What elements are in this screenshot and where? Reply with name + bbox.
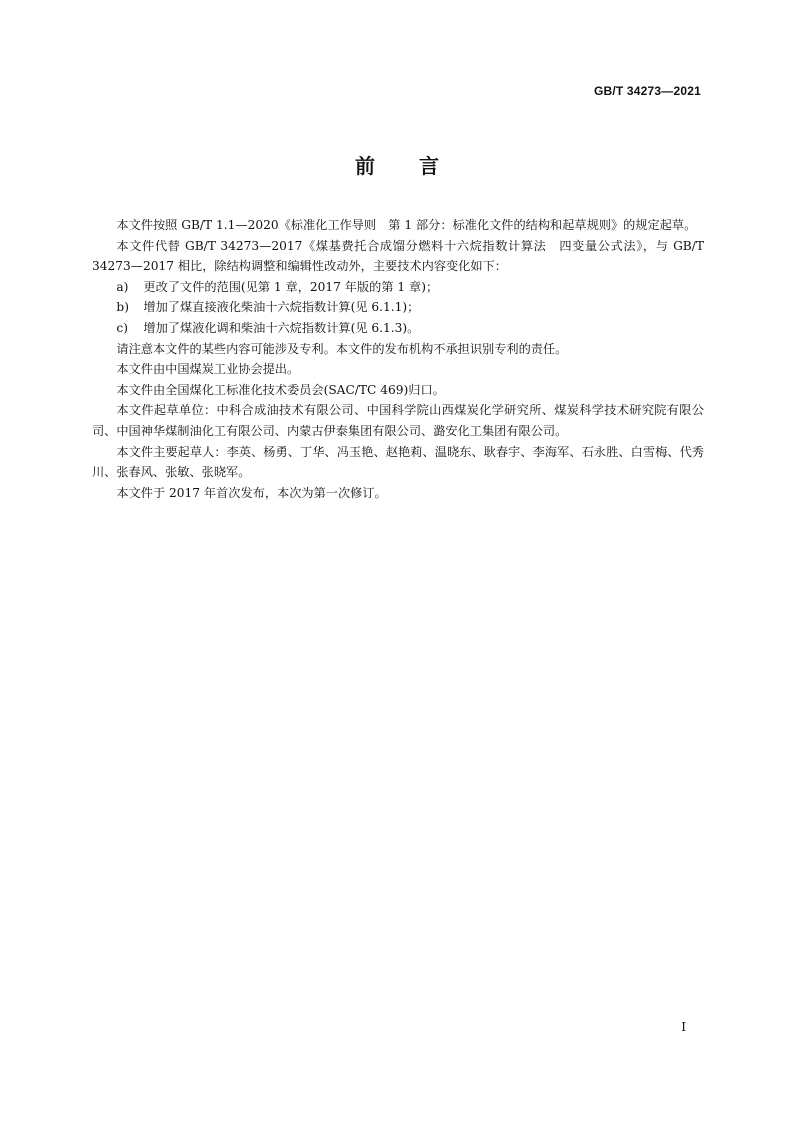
title-char-2: 言 (419, 154, 439, 178)
paragraph-committee: 本文件由全国煤化工标准化技术委员会(SAC/TC 469)归口。 (116, 382, 445, 397)
list-item-text: 增加了煤直接液化柴油十六烷指数计算(见 6.1.1)； (143, 300, 420, 315)
page-title (0, 150, 794, 179)
list-marker: b) (116, 300, 129, 315)
standard-code: GB/T 34273—2021 (593, 84, 701, 98)
foreword-body (92, 215, 704, 503)
list-item-text: 增加了煤液化调和柴油十六烷指数计算(见 6.1.3)。 (143, 320, 420, 335)
paragraph-replacement: 本文件代替 GB/T 34273—2017《煤基费托合成馏分燃料十六烷指数计算法 四变量公式法》，与 GB/T 34273—2017 相比，除结构调整和编辑性改动外，主要技术内容变化如下： (92, 238, 704, 274)
paragraph-drafting-units: 本文件起草单位：中科合成油技术有限公司、中国科学院山西煤炭化学研究所、煤炭科学技术研究院有限公司、中国神华煤制油化工有限公司、内蒙古伊泰集团有限公司、潞安化工集团有限公司。 (92, 403, 704, 438)
list-item (92, 318, 704, 339)
page-number: I (681, 1020, 686, 1034)
paragraph-drafters: 本文件主要起草人：李英、杨勇、丁华、冯玉艳、赵艳莉、温晓东、耿春宇、李海军、石永胜、白雪梅、代秀川、张春风、张敏、张晓军。 (92, 444, 704, 480)
paragraph-patent-notice: 请注意本文件的某些内容可能涉及专利。本文件的发布机构不承担识别专利的责任。 (116, 341, 568, 356)
paragraph-history: 本文件于 2017 年首次发布，本次为第一次修订。 (116, 485, 387, 500)
paragraph-proposer: 本文件由中国煤炭工业协会提出。 (116, 362, 300, 377)
title-char-1: 前 (355, 154, 375, 178)
list-item-text: 更改了文件的范围(见第 1 章，2017 年版的第 1 章)； (143, 279, 439, 294)
list-item (92, 297, 704, 318)
list-marker: a) (116, 279, 129, 294)
list-item (92, 277, 704, 298)
list-marker: c) (116, 320, 128, 335)
paragraph-drafting-rules: 本文件按照 GB/T 1.1—2020《标准化工作导则 第 1 部分：标准化文件的结构和起草规则》的规定起草。 (116, 218, 697, 232)
